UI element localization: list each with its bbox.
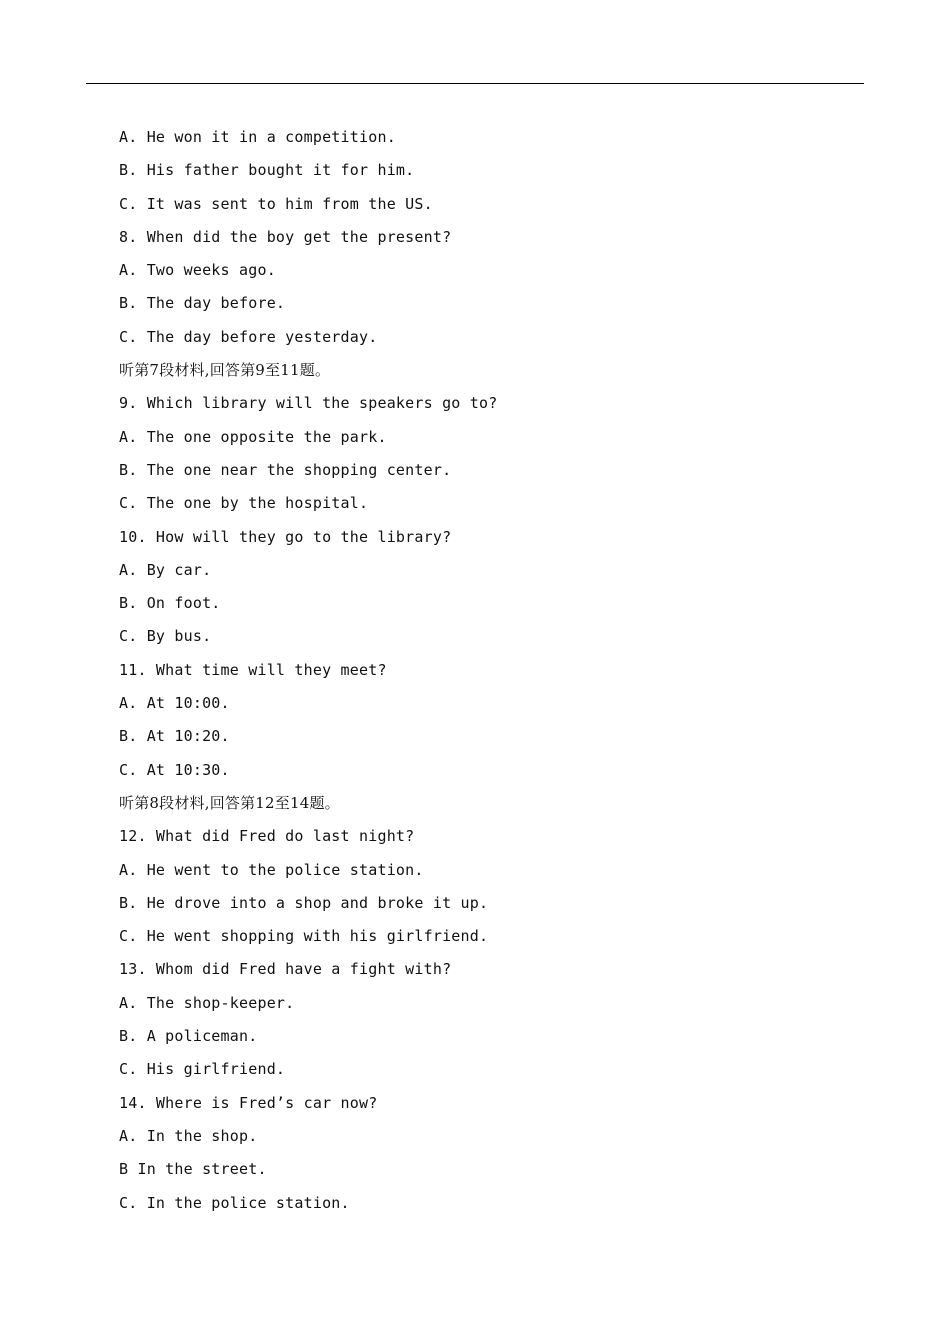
question-text: 12. What did Fred do last night? <box>119 827 415 846</box>
answer-option: A. He went to the police station. <box>119 860 424 879</box>
answer-option: B. At 10:20. <box>119 727 230 746</box>
question-text: 10. How will they go to the library? <box>119 527 452 546</box>
answer-option: A. The shop-keeper. <box>119 993 295 1012</box>
answer-option: B. The day before. <box>119 294 286 313</box>
question-text: 9. Which library will the speakers go to? <box>119 394 498 413</box>
answer-option: B. He drove into a shop and broke it up. <box>119 893 489 912</box>
answer-option: C. He went shopping with his girlfriend. <box>119 927 489 946</box>
header-rule <box>86 83 864 84</box>
answer-option: C. At 10:30. <box>119 760 230 779</box>
answer-option: A. Two weeks ago. <box>119 261 276 280</box>
question-text: 14. Where is Fred’s car now? <box>119 1093 378 1112</box>
answer-option: B. The one near the shopping center. <box>119 460 452 479</box>
answer-option: C. By bus. <box>119 627 212 646</box>
answer-option: C. It was sent to him from the US. <box>119 194 433 213</box>
answer-option: C. His girlfriend. <box>119 1060 286 1079</box>
question-text: 8. When did the boy get the present? <box>119 227 452 246</box>
question-text: 11. What time will they meet? <box>119 660 387 679</box>
answer-option: A. The one opposite the park. <box>119 427 387 446</box>
answer-option: B. A policeman. <box>119 1027 258 1046</box>
answer-option: A. In the shop. <box>119 1126 258 1145</box>
document-body <box>119 121 859 1220</box>
question-text: 13. Whom did Fred have a fight with? <box>119 960 452 979</box>
answer-option: C. In the police station. <box>119 1193 350 1212</box>
answer-option: A. At 10:00. <box>119 694 230 713</box>
answer-option: C. The one by the hospital. <box>119 494 369 513</box>
answer-option: B In the street. <box>119 1160 267 1179</box>
section-heading: 听第7段材料,回答第9至11题。 <box>119 361 331 380</box>
answer-option: C. The day before yesterday. <box>119 327 378 346</box>
answer-option: B. His father bought it for him. <box>119 161 415 180</box>
answer-option: A. By car. <box>119 560 212 579</box>
answer-option: B. On foot. <box>119 594 221 613</box>
answer-option: A. He won it in a competition. <box>119 128 396 146</box>
section-heading: 听第8段材料,回答第12至14题。 <box>119 793 340 812</box>
